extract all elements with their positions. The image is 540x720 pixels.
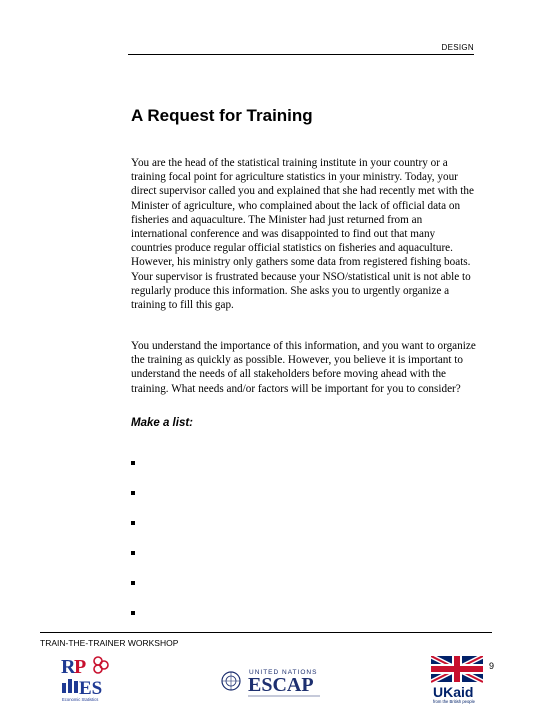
list-bullet [131,491,135,495]
task-paragraph: You understand the importance of this information, and you want to organize the training as quickly as possible. However, you believe it is important to understand the needs of all stakeholders before moving ahead with the training. What needs and/or factors will be important for you to consider? [131,340,476,395]
list-bullet [131,581,135,585]
make-list-label: Make a list: [131,417,193,429]
scenario-paragraph: You are the head of the statistical training institute in your country or a training focal point for agriculture statistics in your ministry. Today, your direct supervisor called you and explained that she had recently met with the Minister of agriculture, who complained about the lack of official data on fisheries and aquaculture. The Minister had just returned from an international conference and was disappointed to find out that many countries produce regular official statistics on fisheries and aquaculture. However, his ministry only gathers some data from registered fishing boats. Your supervisor is frustrated because your NSO/statistical unit is not able to regularly produce this information. She asks you to urgently organize a training to fill this gap. [131,157,474,312]
escap-logo [220,666,322,700]
svg-text:R: R [61,656,76,678]
header-rule [128,54,474,55]
rpes-logo [60,653,112,703]
ukaid-caption: from the British people [433,699,475,704]
rpes-caption: Economic Statistics [62,697,99,702]
svg-text:ES: ES [79,678,103,699]
escap-text: ESCAP [248,674,314,696]
list-bullet [131,551,135,555]
svg-text:P: P [74,656,87,678]
list-bullet [131,461,135,465]
page-number: 9 [488,661,494,671]
footer-rule [40,632,492,633]
ukaid-text: UKaid [433,684,474,700]
section-label: DESIGN [441,43,474,52]
page-title: A Request for Training [131,106,313,125]
list-bullet [131,521,135,525]
ukaid-logo [431,656,483,704]
list-bullet [131,611,135,615]
workshop-label: TRAIN-THE-TRAINER WORKSHOP [40,638,179,648]
un-text: UNITED NATIONS [249,669,318,676]
